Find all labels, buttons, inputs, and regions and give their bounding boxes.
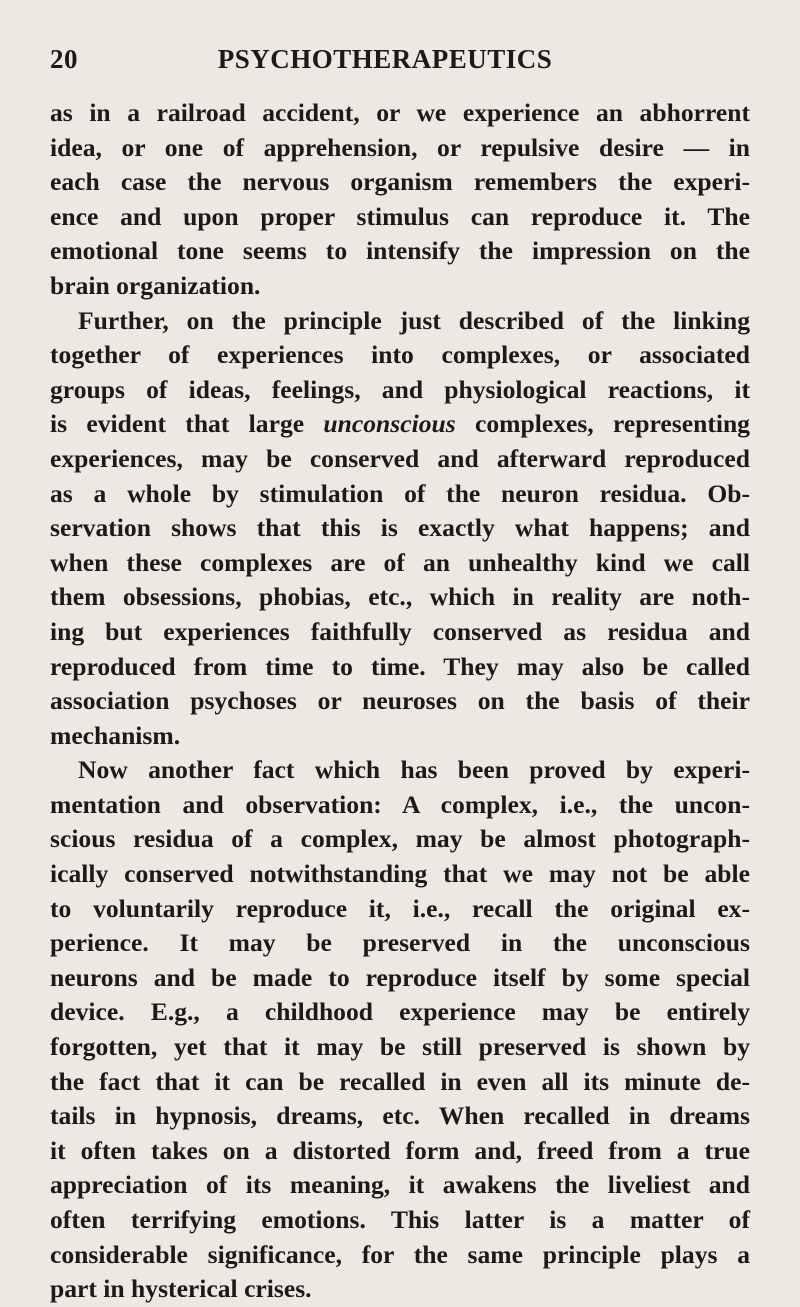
text-line: association psychoses or neuroses on the basis of their <box>50 686 750 716</box>
text-segment: complexes, representing <box>455 409 750 439</box>
text-line: tails in hypnosis, dreams, etc. When recalled in dreams <box>50 1101 750 1131</box>
text-line: ence and upon proper stimulus can reproduce it. The <box>50 201 750 231</box>
text-line: appreciation of its meaning, it awakens the liveliest and <box>50 1170 750 1200</box>
text-line: groups of ideas, feelings, and physiological reactions, it <box>50 374 750 404</box>
text-line: Further, on the principle just described of the linking <box>78 305 750 335</box>
text-line: to voluntarily reproduce it, i.e., recall the original ex- <box>50 893 750 923</box>
text-segment: is evident that large <box>50 409 324 439</box>
text-line: scious residua of a complex, may be almost photograph- <box>50 824 750 854</box>
text-line: part in hysterical crises. <box>50 1274 312 1304</box>
text-line: servation shows that this is exactly what happens; and <box>50 513 750 543</box>
text-line: device. E.g., a childhood experience may be entirely <box>50 997 750 1027</box>
text-line: brain organization. <box>50 270 261 300</box>
text-line: idea, or one of apprehension, or repulsive desire — in <box>50 132 750 162</box>
text-line: perience. It may be preserved in the unconscious <box>50 928 750 958</box>
text-line: experiences, may be conserved and afterward reproduced <box>50 443 750 473</box>
text-line: each case the nervous organism remembers the experi- <box>50 167 750 197</box>
text-line: considerable significance, for the same principle plays a <box>50 1239 750 1269</box>
text-line: it often takes on a distorted form and, freed from a true <box>50 1135 750 1165</box>
text-line: forgotten, yet that it may be still preserved is shown by <box>50 1032 750 1062</box>
text-line: ically conserved notwithstanding that we may not be able <box>50 859 750 889</box>
running-title: PSYCHOTHERAPEUTICS <box>217 44 553 74</box>
text-line: emotional tone seems to intensify the impression on the <box>50 236 750 266</box>
text-line: the fact that it can be recalled in even all its minute de- <box>50 1066 750 1096</box>
text-line: them obsessions, phobias, etc., which in reality are noth- <box>50 582 750 612</box>
text-line: when these complexes are of an unhealthy kind we call <box>50 547 750 577</box>
text-line: together of experiences into complexes, or associated <box>50 340 750 370</box>
text-line: as in a railroad accident, or we experience an abhorrent <box>50 98 750 127</box>
text-line: ing but experiences faithfully conserved as residua and <box>50 616 750 646</box>
text-line: as a whole by stimulation of the neuron residua. Ob- <box>50 478 750 508</box>
text-line <box>50 407 750 442</box>
emphasized-word: unconscious <box>323 409 456 439</box>
text-line: often terrifying emotions. This latter is a matter of <box>50 1205 750 1234</box>
text-line: mentation and observation: A complex, i.e., the uncon- <box>50 789 750 819</box>
body-text <box>50 96 750 1307</box>
text-line: Now another fact which has been proved by experi- <box>78 755 750 785</box>
text-line: mechanism. <box>50 720 181 750</box>
page-number: 20 <box>50 44 78 74</box>
text-line: neurons and be made to reproduce itself by some special <box>50 962 750 992</box>
running-head <box>50 44 750 84</box>
text-line: reproduced from time to time. They may also be called <box>50 651 750 681</box>
